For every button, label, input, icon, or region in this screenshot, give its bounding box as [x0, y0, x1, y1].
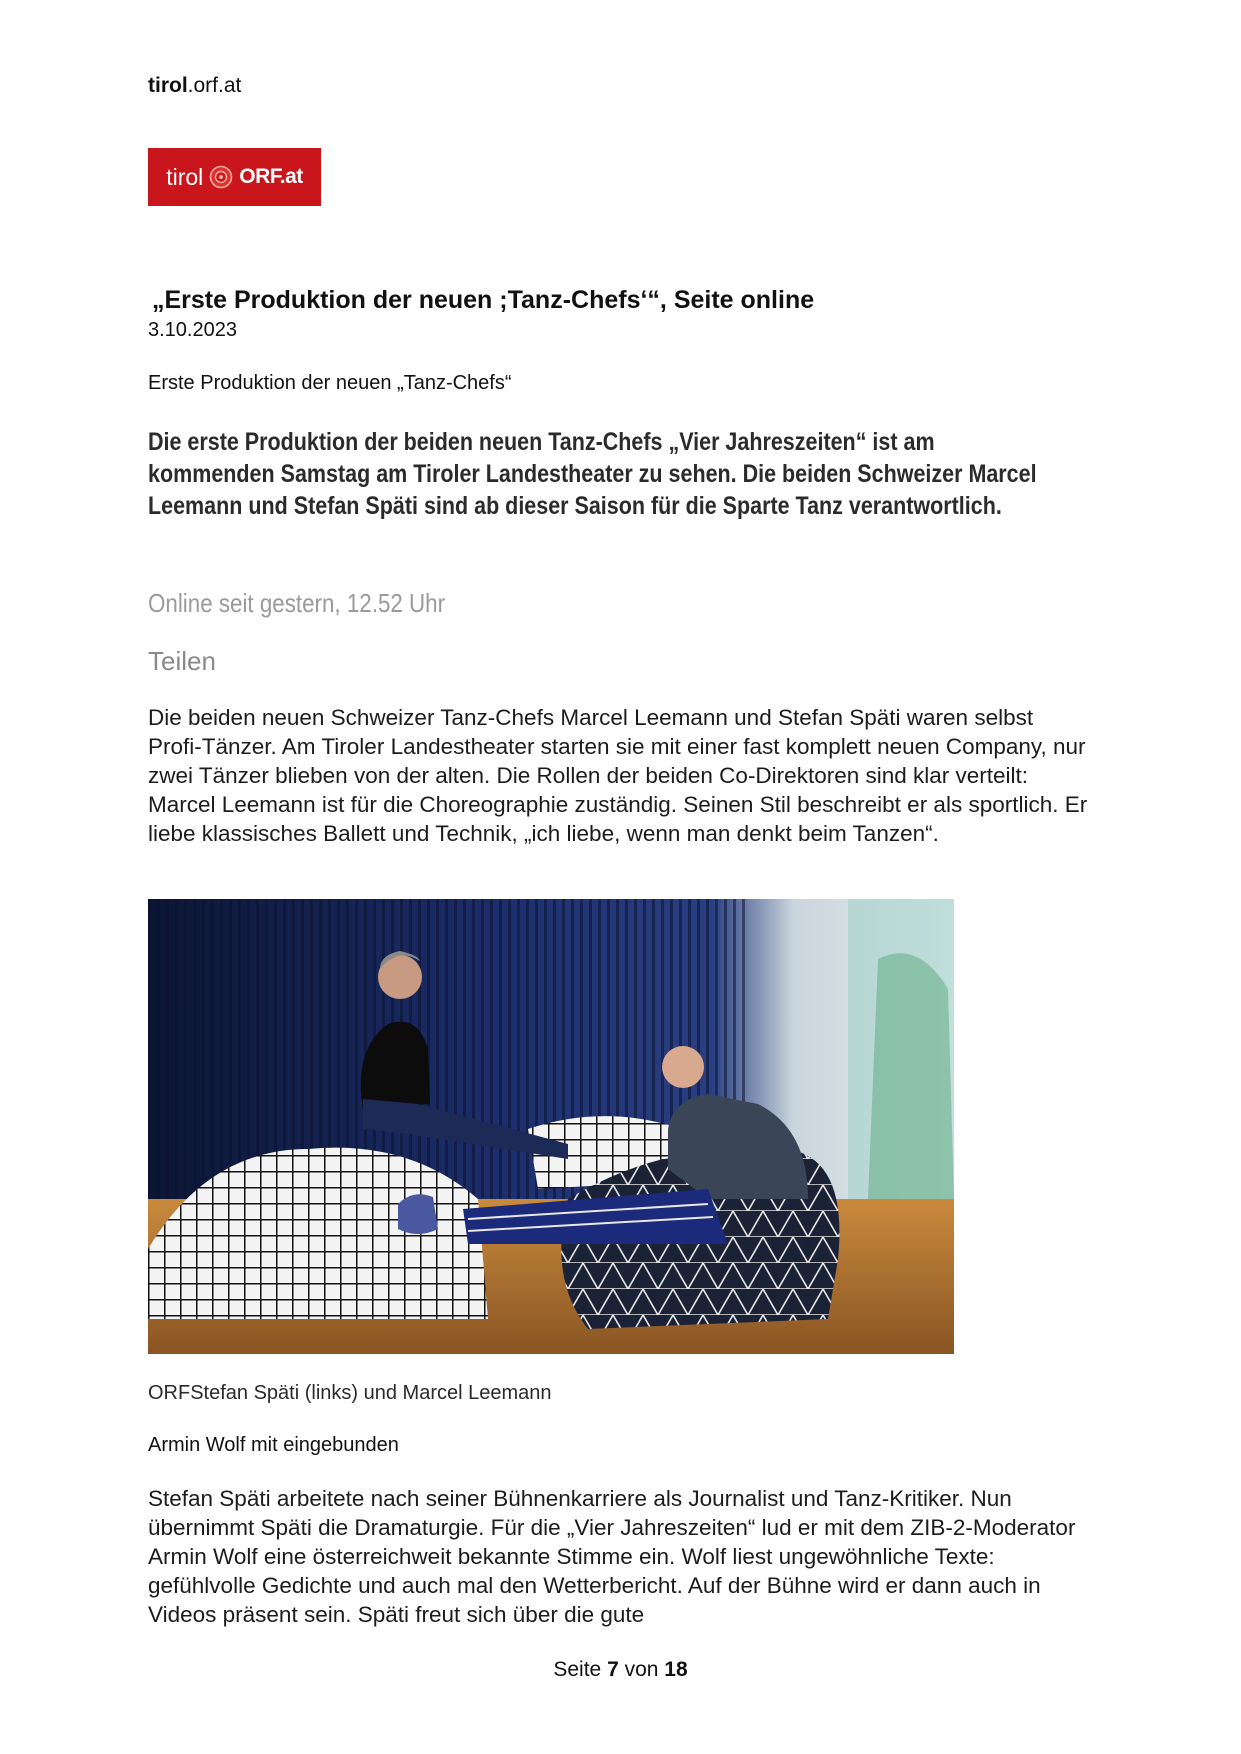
photo-caption: ORFStefan Späti (links) und Marcel Leemann	[148, 1382, 552, 1404]
article-lead: Die erste Produktion der beiden neuen Tanz-Chefs „Vier Jahreszeiten“ ist am kommenden Samstag am Tiroler Landestheater zu sehen. Die beiden Schweizer Marcel Leemann und Stefan Späti sind ab dieser Saison für die Sparte Tanz verantwortlich.	[148, 428, 1037, 520]
article-date: 3.10.2023	[148, 319, 237, 341]
logo-tirol-text: tirol	[166, 163, 204, 190]
page-footer	[0, 1658, 1241, 1682]
orf-eye-icon	[209, 165, 233, 189]
article-photo	[148, 899, 954, 1354]
logo-orf-text: ORF.at	[239, 165, 303, 188]
article-paragraph-2: Stefan Späti arbeitete nach seiner Bühnenkarriere als Journalist und Tanz-Kritiker. Nun übernimmt Späti die Dramaturgie. Für die „Vier Jahreszeiten“ lud er mit dem ZIB-2-Moderator Armin Wolf eine österreichweit bekannte Stimme ein. Wolf liest ungewöhnliche Texte: gefühlvolle Gedichte und auch mal den Wetterbericht. Auf der Bühne wird er dann auch in Videos präsent sein. Späti freut sich über die gute	[148, 1486, 1076, 1627]
site-header	[148, 74, 241, 98]
footer-prefix: Seite	[553, 1658, 602, 1681]
article-kicker: Erste Produktion der neuen „Tanz-Chefs“	[148, 372, 512, 394]
footer-page-number: 7	[607, 1658, 619, 1681]
footer-middle: von	[624, 1658, 659, 1681]
online-timestamp: Online seit gestern, 12.52 Uhr	[148, 588, 446, 618]
article-paragraph-1: Die beiden neuen Schweizer Tanz-Chefs Marcel Leemann und Stefan Späti waren selbst Profi-Tänzer. Am Tiroler Landestheater starten sie mit einer fast komplett neuen Company, nur zwei Tänzer blieben von der alten. Die Rollen der beiden Co-Direktoren sind klar verteilt: Marcel Leemann ist für die Choreographie zuständig. Seinen Stil beschreibt er als sportlich. Er liebe klassisches Ballett und Technik, „ich liebe, wenn man denkt beim Tanzen“.	[148, 705, 1088, 846]
tirol-orf-logo[interactable]	[148, 148, 321, 206]
site-name-rest: .orf.at	[187, 74, 242, 97]
share-link[interactable]: Teilen	[148, 646, 216, 676]
section-subheading: Armin Wolf mit eingebunden	[148, 1434, 399, 1456]
article-title: „Erste Produktion der neuen ;Tanz-Chefs‘“, Seite online	[152, 286, 815, 314]
footer-total-pages: 18	[664, 1658, 688, 1681]
site-name-bold: tirol	[148, 74, 188, 97]
